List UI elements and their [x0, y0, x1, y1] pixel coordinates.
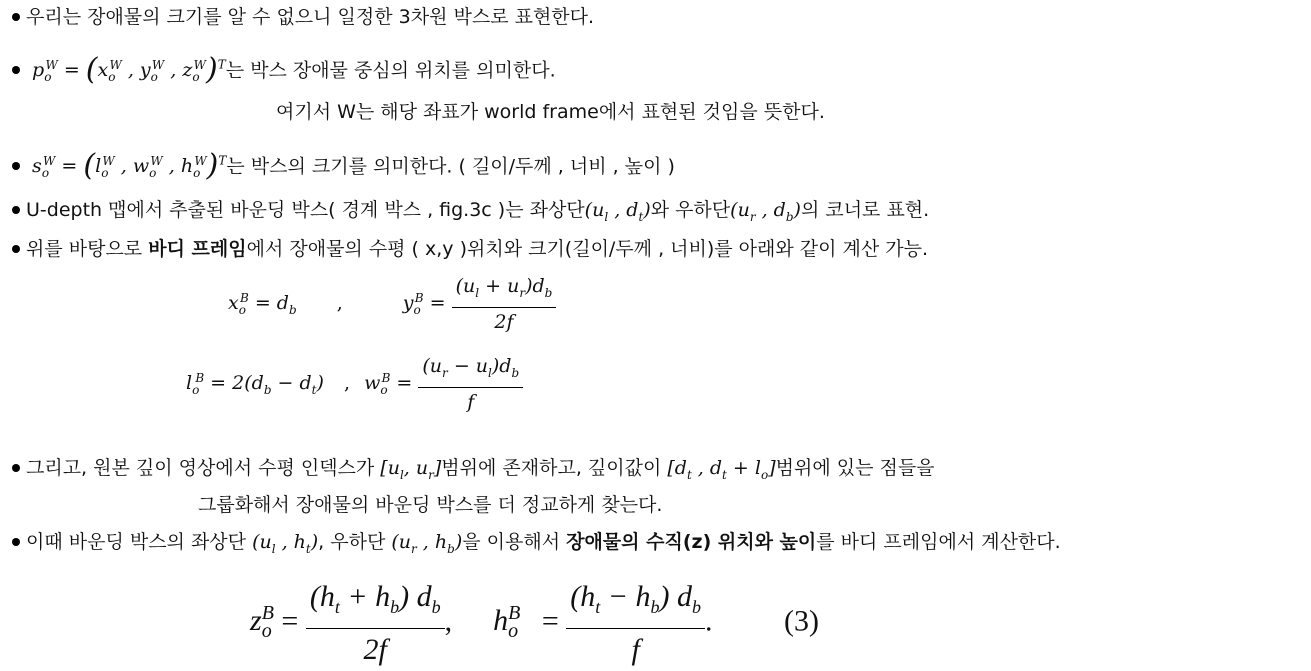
text-l9b: , 우하단 [318, 531, 392, 553]
line-4 [0, 148, 675, 186]
text-l7a: 그리고, 원본 깊이 영상에서 수평 인덱스가 [26, 457, 381, 479]
text-l9c: 을 이용해서 [462, 531, 567, 553]
text-l7c: 범위에 있는 점들을 [775, 457, 935, 479]
math-s-o-w: $s_o^W = (l_o^W$ , $w_o^W$ , $h_o^W)^T$ [32, 148, 227, 184]
text-l5b: 와 우하단 [650, 199, 731, 221]
text-l5c: 의 코너로 표현. [800, 199, 930, 221]
bullet-icon [12, 162, 20, 170]
bullet-icon [12, 66, 20, 74]
bullet-icon [12, 538, 20, 546]
text-l9e: 를 바디 프레임에서 계산한다. [816, 531, 1061, 553]
line-2 [0, 52, 556, 90]
text-l9d: 장애물의 수직(z) 위치와 높이 [566, 531, 817, 553]
math-ul-dt: ($u_l$ , $d_t$) [584, 199, 651, 224]
bullet-icon [12, 13, 20, 21]
text-l5a: U-depth 맵에서 추출된 바운딩 박스( 경계 박스 , fig.3c )는 좌상단 [26, 199, 585, 221]
bullet-icon [12, 206, 20, 214]
text-l3: 여기서 W는 해당 좌표가 world frame에서 표현된 것임을 뜻한다. [276, 101, 825, 123]
text-l1: 우리는 장애물의 크기를 알 수 없으니 일정한 3차원 박스로 표현한다. [26, 6, 595, 28]
line-7 [0, 455, 935, 488]
equation-number: (3) [784, 604, 819, 638]
text-l4: 는 박스의 크기를 의미한다. ( 길이/두께 , 너비 , 높이 ) [226, 155, 675, 178]
equation-xy: $x_o^B = d_b$ , $y_o^B$ = $\frac{(u_l + u_r)d_b}{2f}$ [228, 272, 556, 336]
line-8 [198, 492, 662, 518]
text-l6b: 바디 프레임 [148, 238, 247, 260]
bullet-icon [12, 464, 20, 472]
bullet-icon [12, 245, 20, 253]
text-l6c: 에서 장애물의 수평 ( x,y )위치와 크기(길이/두께 , 너비)를 아래와 같이 계산 가능. [246, 238, 929, 260]
equation-lw: $l_o^B = 2(d_b - d_t)$ , $w_o^B$ = $\frac{(u_r - u_l)d_b}{f}$ [186, 352, 523, 416]
line-1 [0, 4, 594, 30]
line-5 [0, 197, 929, 230]
line-6 [0, 236, 928, 262]
text-l8: 그룹화해서 장애물의 바운딩 박스를 더 정교하게 찾는다. [198, 494, 663, 516]
text-l7b: 범위에 존재하고, 깊이값이 [441, 457, 668, 479]
math-ur-hb: ($u_r$ , $h_b$) [391, 531, 463, 556]
math-range-d: [$d_t$ , $d_t + l_o$] [667, 457, 776, 482]
text-l9a: 이때 바운딩 박스의 좌상단 [26, 531, 253, 553]
math-p-o-w: $p_o^W = (x_o^W$ , $y_o^W$ , $z_o^W)^T$ [32, 52, 226, 88]
text-l6a: 위를 바탕으로 [26, 238, 149, 260]
math-ul-ht: ($u_l$ , $h_t$) [252, 531, 319, 556]
equation-3: $z_o^B$ = $\frac{(h_t + h_b) d_b}{2f}$ , $h_o^B$ = $\frac{(h_t - h_b) d_b}{f}$ . (3) [250, 576, 819, 671]
line-3 [276, 99, 825, 125]
line-9 [0, 529, 1061, 562]
math-range-u: [$u_l$, $u_r$] [380, 457, 442, 482]
math-ur-db: ($u_r$ , $d_b$) [730, 199, 801, 224]
text-l2: 는 박스 장애물 중심의 위치를 의미한다. [225, 59, 556, 82]
